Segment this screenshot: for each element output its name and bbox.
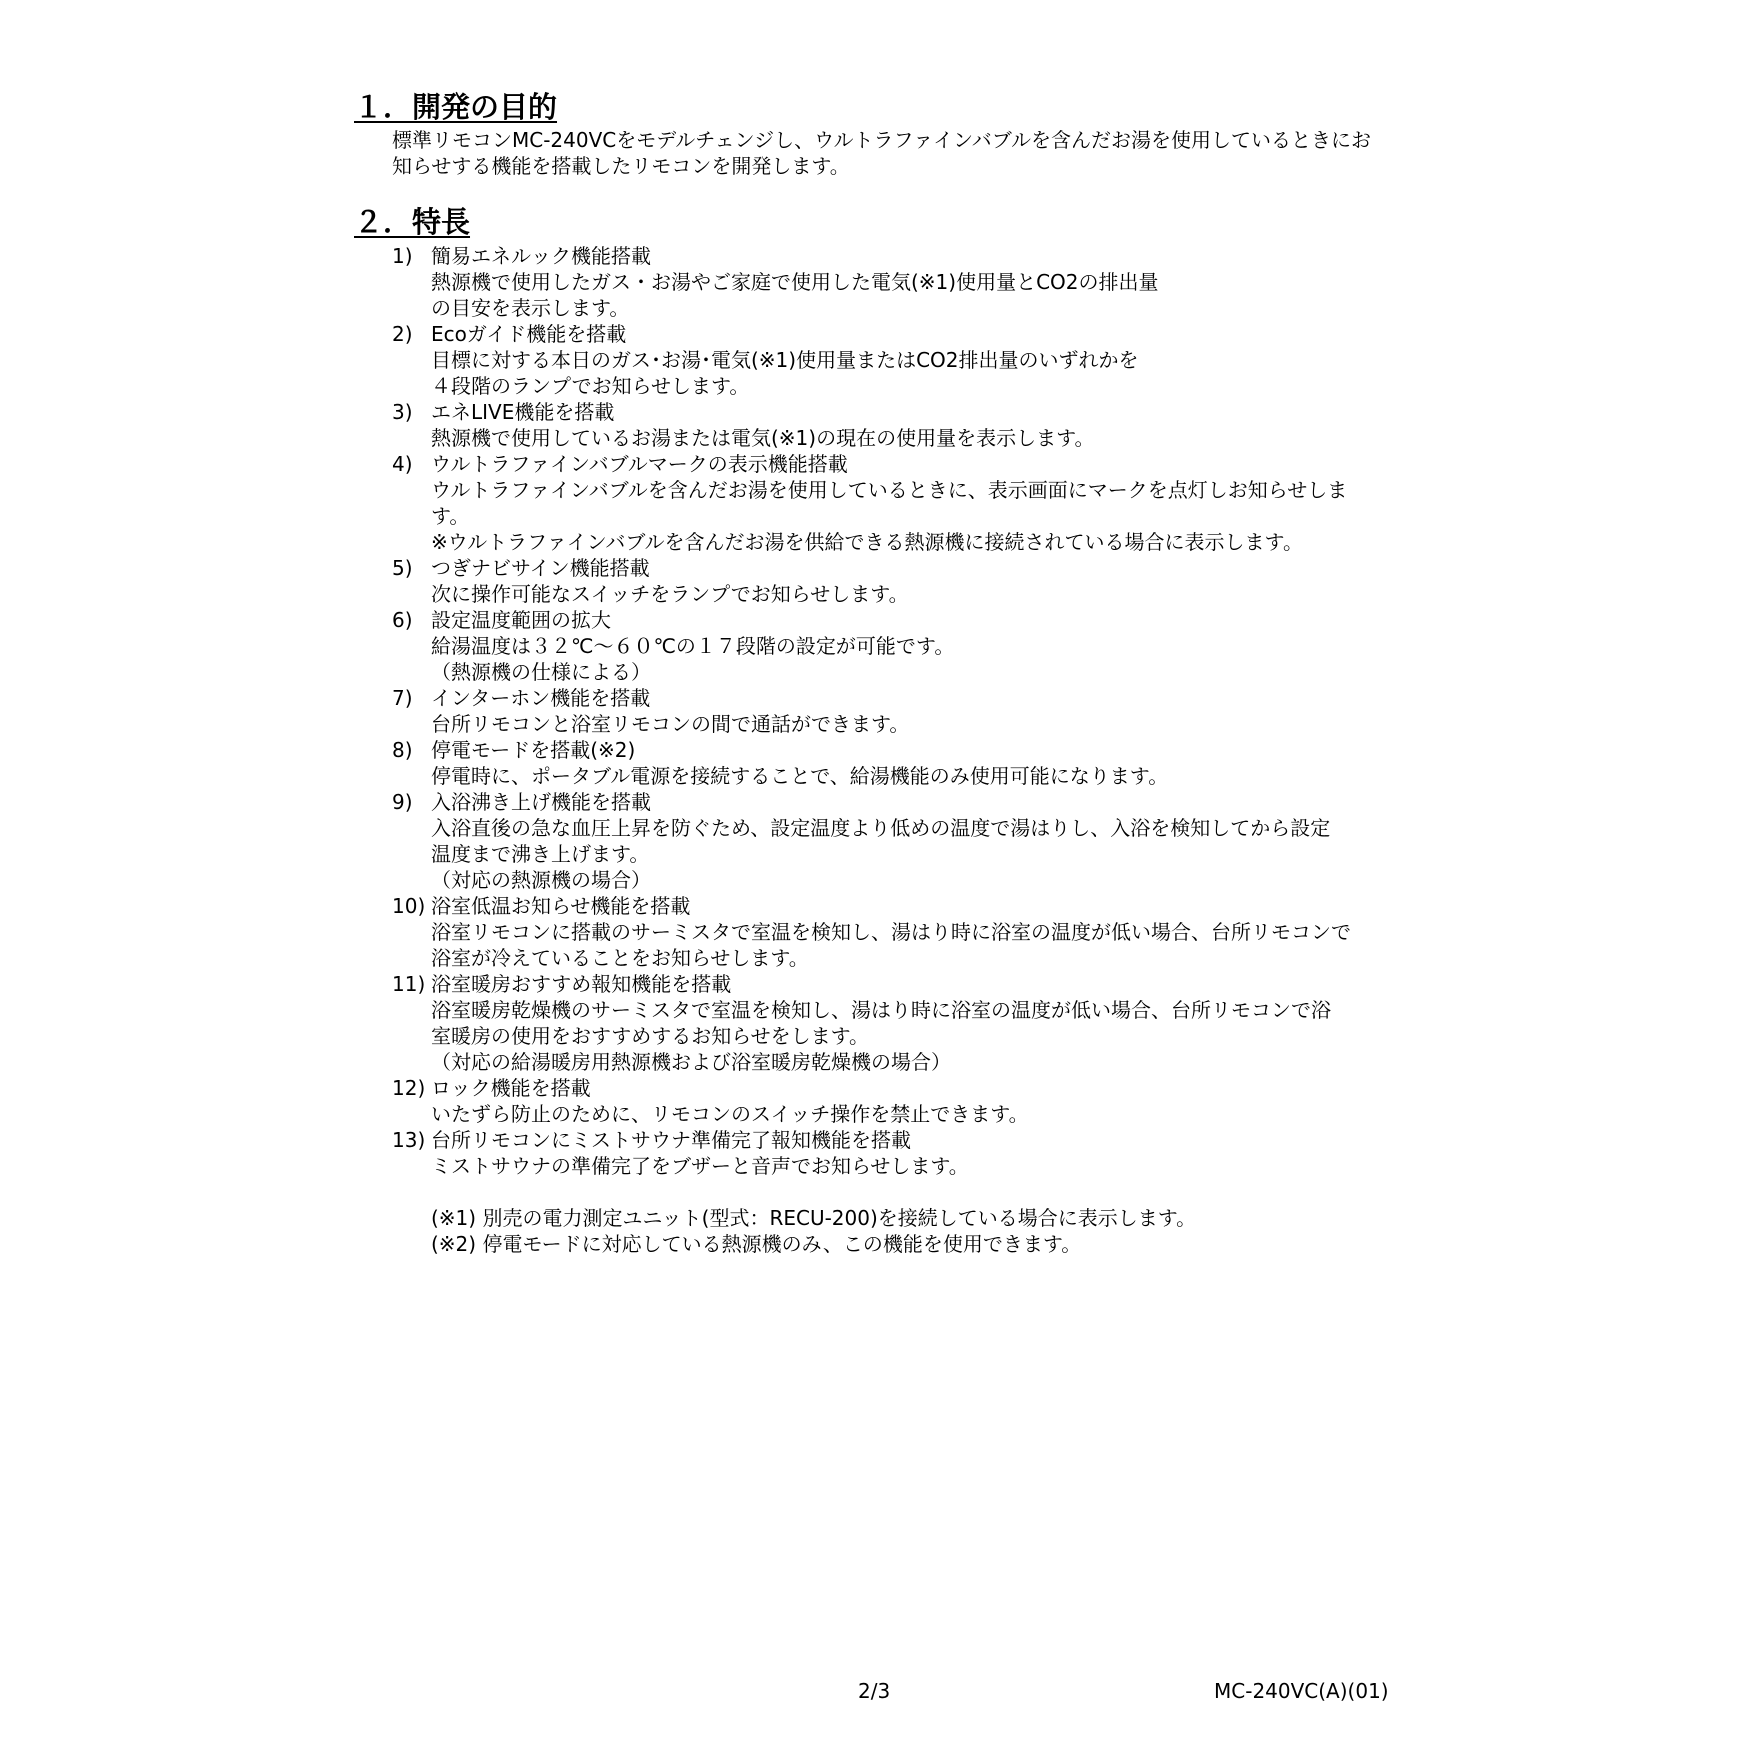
feature-number: 2) xyxy=(392,322,413,346)
feature-text: 浴室リモコンに搭載のサーミスタで室温を検知し、湯はり時に浴室の温度が低い場合、台所リモコンで xyxy=(431,920,1351,944)
feature-title: 浴室暖房おすすめ報知機能を搭載 xyxy=(431,972,732,996)
feature-title: 入浴沸き上げ機能を搭載 xyxy=(431,790,651,814)
feature-number: 11) xyxy=(392,972,426,996)
feature-text: ４段階のランプでお知らせします。 xyxy=(431,374,750,398)
feature-text: 停電時に、ポータブル電源を接続することで、給湯機能のみ使用可能になります。 xyxy=(431,764,1169,788)
purpose-line: 標準リモコンMC-240VCをモデルチェンジし、ウルトラファインバブルを含んだお湯を使用しているときにお xyxy=(392,128,1371,152)
feature-text: （対応の給湯暖房用熱源機および浴室暖房乾燥機の場合） xyxy=(431,1050,951,1074)
feature-number: 5) xyxy=(392,556,413,580)
feature-text: ミストサウナの準備完了をブザーと音声でお知らせします。 xyxy=(431,1154,969,1178)
feature-text: 温度まで沸き上げます。 xyxy=(431,842,650,866)
feature-text: いたずら防止のために、リモコンのスイッチ操作を禁止できます。 xyxy=(431,1102,1029,1126)
footnote: (※2) 停電モードに対応している熱源機のみ、この機能を使用できます。 xyxy=(431,1232,1082,1256)
feature-title: 設定温度範囲の拡大 xyxy=(431,608,611,632)
section-heading-features: ２．特長 xyxy=(354,205,471,239)
feature-text: （熱源機の仕様による） xyxy=(431,660,651,684)
document-code: MC-240VC(A)(01) xyxy=(1214,1679,1389,1703)
feature-text: ※ウルトラファインバブルを含んだお湯を供給できる熱源機に接続されている場合に表示します。 xyxy=(431,530,1303,554)
page-number: 2/3 xyxy=(858,1679,891,1703)
feature-text: 熱源機で使用しているお湯または電気(※1)の現在の使用量を表示します。 xyxy=(431,426,1095,450)
feature-title: エネLIVE機能を搭載 xyxy=(431,400,615,424)
feature-number: 13) xyxy=(392,1128,426,1152)
feature-text: す。 xyxy=(431,504,470,528)
feature-text: 次に操作可能なスイッチをランプでお知らせします。 xyxy=(431,582,909,606)
feature-number: 3) xyxy=(392,400,413,424)
feature-text: 室暖房の使用をおすすめするお知らせをします。 xyxy=(431,1024,869,1048)
feature-number: 1) xyxy=(392,244,413,268)
feature-text: の目安を表示します。 xyxy=(431,296,630,320)
feature-text: 入浴直後の急な血圧上昇を防ぐため、設定温度より低めの温度で湯はりし、入浴を検知してから設定 xyxy=(431,816,1331,840)
feature-number: 4) xyxy=(392,452,413,476)
feature-text: 浴室暖房乾燥機のサーミスタで室温を検知し、湯はり時に浴室の温度が低い場合、台所リモコンで浴 xyxy=(431,998,1331,1022)
feature-number: 9) xyxy=(392,790,413,814)
feature-number: 7) xyxy=(392,686,413,710)
feature-text: 台所リモコンと浴室リモコンの間で通話ができます。 xyxy=(431,712,910,736)
feature-title: 簡易エネルック機能搭載 xyxy=(431,244,651,268)
feature-title: インターホン機能を搭載 xyxy=(431,686,651,710)
feature-title: 停電モードを搭載(※2) xyxy=(431,738,636,762)
feature-text: 目標に対する本日のガス･お湯･電気(※1)使用量またはCO2排出量のいずれかを xyxy=(431,348,1139,372)
feature-text: 浴室が冷えていることをお知らせします。 xyxy=(431,946,809,970)
feature-text: ウルトラファインバブルを含んだお湯を使用しているときに、表示画面にマークを点灯しお知らせしま xyxy=(431,478,1348,502)
feature-text: 熱源機で使用したガス・お湯やご家庭で使用した電気(※1)使用量とCO2の排出量 xyxy=(431,270,1159,294)
feature-number: 10) xyxy=(392,894,426,918)
feature-number: 8) xyxy=(392,738,413,762)
feature-title: ロック機能を搭載 xyxy=(431,1076,591,1100)
feature-text: （対応の熱源機の場合） xyxy=(431,868,651,892)
feature-text: 給湯温度は３２℃～６０℃の１７段階の設定が可能です。 xyxy=(431,634,955,658)
feature-title: つぎナビサイン機能搭載 xyxy=(431,556,650,580)
feature-title: Ecoガイド機能を搭載 xyxy=(431,322,627,346)
feature-title: ウルトラファインバブルマークの表示機能搭載 xyxy=(431,452,848,476)
feature-title: 浴室低温お知らせ機能を搭載 xyxy=(431,894,691,918)
footnote: (※1) 別売の電力測定ユニット(型式：RECU-200)を接続している場合に表示します。 xyxy=(431,1206,1197,1230)
section-heading-purpose: １．開発の目的 xyxy=(354,90,558,124)
feature-number: 12) xyxy=(392,1076,426,1100)
feature-title: 台所リモコンにミストサウナ準備完了報知機能を搭載 xyxy=(431,1128,911,1152)
feature-number: 6) xyxy=(392,608,413,632)
purpose-line: 知らせする機能を搭載したリモコンを開発します。 xyxy=(392,154,850,178)
